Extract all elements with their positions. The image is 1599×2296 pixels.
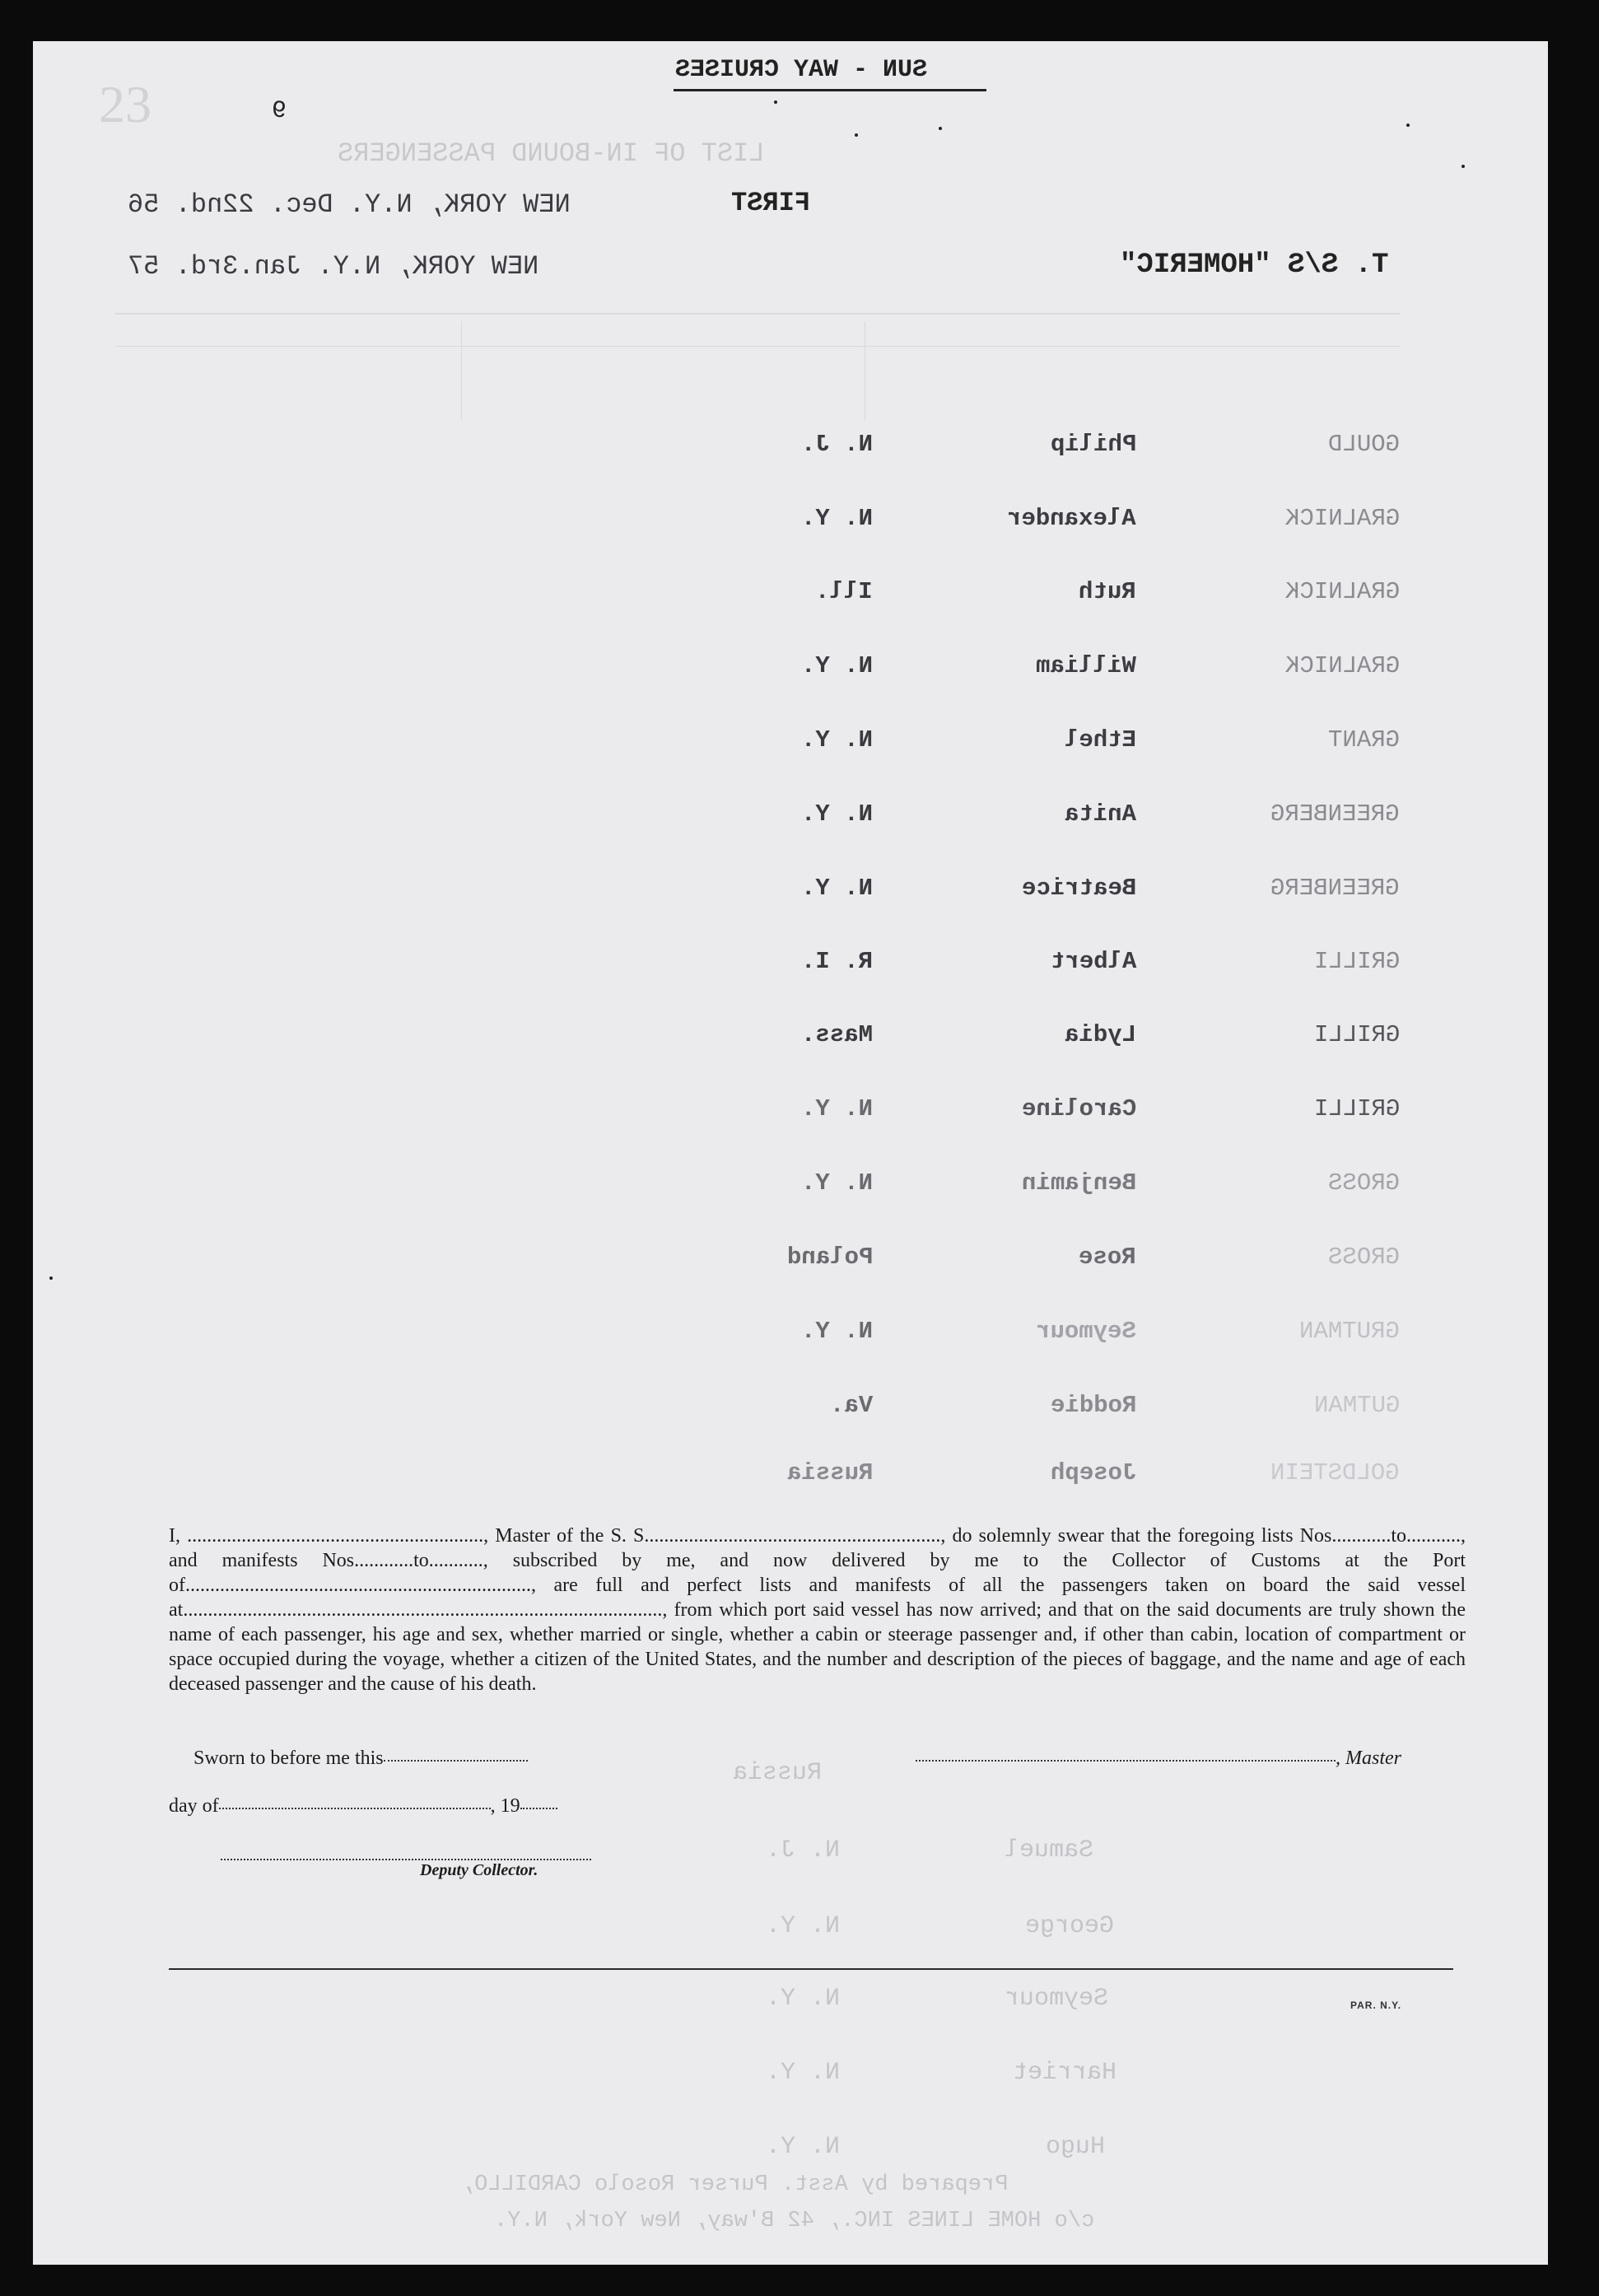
passenger-row bbox=[33, 1392, 1548, 1441]
bleed-row: N. Y. bbox=[766, 1985, 841, 2013]
given-name: Philip bbox=[1050, 431, 1136, 458]
residence: N. Y. bbox=[800, 505, 873, 532]
surname: GROSS bbox=[1327, 1169, 1400, 1197]
dust-speck bbox=[1461, 165, 1465, 168]
surname: GREENBERG bbox=[1270, 875, 1400, 902]
surname: GRILLI bbox=[1313, 1095, 1400, 1122]
master-label: , Master bbox=[1336, 1748, 1401, 1769]
passenger-row bbox=[33, 875, 1548, 924]
residence: N. Y. bbox=[800, 726, 873, 754]
residence: N. Y. bbox=[800, 875, 873, 902]
passenger-row bbox=[33, 1021, 1548, 1071]
bleed-row: Russia bbox=[733, 1759, 823, 1787]
sworn-line bbox=[193, 1748, 528, 1770]
dust-speck bbox=[1406, 124, 1410, 127]
residence: R. I. bbox=[800, 948, 873, 975]
bleed-row: George bbox=[1025, 1912, 1115, 1940]
surname: GRALNICK bbox=[1284, 578, 1400, 605]
master-signature-line bbox=[916, 1748, 1401, 1770]
given-name: Lydia bbox=[1064, 1021, 1136, 1048]
given-name: Joseph bbox=[1050, 1459, 1136, 1486]
given-name: Anita bbox=[1064, 800, 1136, 828]
surname: GRUTMAN bbox=[1299, 1318, 1400, 1345]
bleed-form-title: LIST OF IN-BOUND PASSENGERS bbox=[338, 138, 765, 169]
passenger-row bbox=[33, 1244, 1548, 1293]
surname: GOLDSTEIN bbox=[1270, 1459, 1400, 1486]
residence: Poland bbox=[786, 1244, 873, 1271]
bleed-row: N. Y. bbox=[766, 2059, 841, 2087]
page-number: 9 bbox=[272, 97, 287, 125]
bleed-rule bbox=[115, 346, 1400, 347]
residence: N. Y. bbox=[800, 1169, 873, 1197]
passenger-row bbox=[33, 652, 1548, 702]
bleed-page-number: 23 bbox=[99, 75, 152, 133]
departure-line: NEW YORK, N.Y. Dec. 22nd. 56 bbox=[128, 189, 571, 220]
bleed-row: N. Y. bbox=[766, 1912, 841, 1940]
given-name: Roddie bbox=[1050, 1392, 1136, 1419]
title-underline bbox=[674, 89, 986, 91]
given-name: Benjamin bbox=[1021, 1169, 1136, 1197]
residence: N. Y. bbox=[800, 652, 873, 679]
cruise-title: SUN - WAY CRUISES bbox=[675, 56, 928, 84]
surname: GRILLI bbox=[1313, 948, 1400, 975]
day-label: day of bbox=[169, 1795, 219, 1817]
passenger-row bbox=[33, 1169, 1548, 1219]
dust-speck bbox=[855, 133, 858, 137]
dust-speck bbox=[774, 100, 777, 104]
residence: Va. bbox=[829, 1392, 873, 1419]
bleed-row: N. Y. bbox=[766, 2133, 841, 2161]
surname: GRANT bbox=[1327, 726, 1400, 754]
bleed-rule bbox=[115, 313, 1400, 315]
surname: GUTMAN bbox=[1313, 1392, 1400, 1419]
residence: N. J. bbox=[800, 431, 873, 458]
surname: GRALNICK bbox=[1284, 505, 1400, 532]
passenger-row bbox=[33, 505, 1548, 554]
passenger-row bbox=[33, 800, 1548, 850]
sworn-label: Sworn to before me this bbox=[193, 1748, 384, 1769]
given-name: Rose bbox=[1079, 1244, 1136, 1271]
passenger-row bbox=[33, 431, 1548, 480]
class-label: FIRST bbox=[731, 188, 811, 218]
master-oath bbox=[169, 1524, 1466, 1696]
bleed-row: N. J. bbox=[766, 1836, 841, 1864]
bleed-row: Hugo bbox=[1046, 2133, 1106, 2161]
given-name: Seymour bbox=[1036, 1318, 1136, 1345]
bleed-row: Seymour bbox=[1005, 1985, 1109, 2013]
manifest-page bbox=[33, 41, 1548, 2265]
vessel-name: T. S/S "HOMERIC" bbox=[1120, 250, 1389, 281]
dust-speck bbox=[49, 1276, 53, 1280]
given-name: Ethel bbox=[1064, 726, 1136, 754]
surname: GRILLI bbox=[1313, 1021, 1400, 1048]
surname: GREENBERG bbox=[1270, 800, 1400, 828]
given-name: Ruth bbox=[1079, 578, 1136, 605]
passenger-row bbox=[33, 1095, 1548, 1145]
given-name: Caroline bbox=[1021, 1095, 1136, 1122]
passenger-row bbox=[33, 1459, 1548, 1509]
deputy-label: Deputy Collector. bbox=[420, 1861, 538, 1879]
residence: Ill. bbox=[815, 578, 873, 605]
return-line: NEW YORK, N.Y. Jan.3rd. 57 bbox=[128, 251, 539, 282]
year-label: , 19 bbox=[490, 1795, 520, 1817]
bleed-footer-2: c/o HOME LINES INC., 42 B'way, New York, N.Y. bbox=[494, 2209, 1095, 2233]
given-name: Alexander bbox=[1007, 505, 1136, 532]
given-name: Albert bbox=[1050, 948, 1136, 975]
surname: GOULD bbox=[1327, 431, 1400, 458]
residence: Russia bbox=[786, 1459, 873, 1486]
passenger-row bbox=[33, 1318, 1548, 1367]
day-line bbox=[169, 1795, 557, 1818]
bleed-row: Samuel bbox=[1005, 1836, 1094, 1864]
given-name: Beatrice bbox=[1021, 875, 1136, 902]
surname: GROSS bbox=[1327, 1244, 1400, 1271]
residence: N. Y. bbox=[800, 800, 873, 828]
surname: GRALNICK bbox=[1284, 652, 1400, 679]
residence: Mass. bbox=[800, 1021, 873, 1048]
printer-imprint: PAR. N.Y. bbox=[1350, 2000, 1402, 2011]
passenger-row bbox=[33, 948, 1548, 997]
passenger-row bbox=[33, 578, 1548, 628]
passenger-row bbox=[33, 726, 1548, 776]
bleed-footer-1: Prepared by Asst. Purser Rosolo CARDILLO, bbox=[461, 2172, 1009, 2197]
residence: N. Y. bbox=[800, 1095, 873, 1122]
bleed-row: Harriet bbox=[1013, 2059, 1117, 2087]
oath-text: I, ............................................................, Master of the S. S............................................................, do solemnly swear that the foregoing lists Nos............to..........., and manifests Nos............to..........., subscribed by me, and now delivered by me to the Collector of Customs at the Port of......................................................................, are full and perfect lists and manifests of all the passengers taken on board the said vessel at................................................................................................., from which port said vessel has now arrived; and that on the said documents are truly shown the name of each passenger, his age and sex, whether married or single, whether a cabin or steerage passenger and, if other than cabin, location of compartment or space occupied during the voyage, whether a citizen of the United States, and the number and description of the pieces of baggage, and the name and age of each deceased passenger and the cause of his death. bbox=[169, 1525, 1466, 1695]
dust-speck bbox=[939, 127, 942, 130]
bottom-rule bbox=[169, 1968, 1453, 1970]
residence: N. Y. bbox=[800, 1318, 873, 1345]
bleed-rule bbox=[461, 321, 462, 420]
given-name: William bbox=[1036, 652, 1136, 679]
